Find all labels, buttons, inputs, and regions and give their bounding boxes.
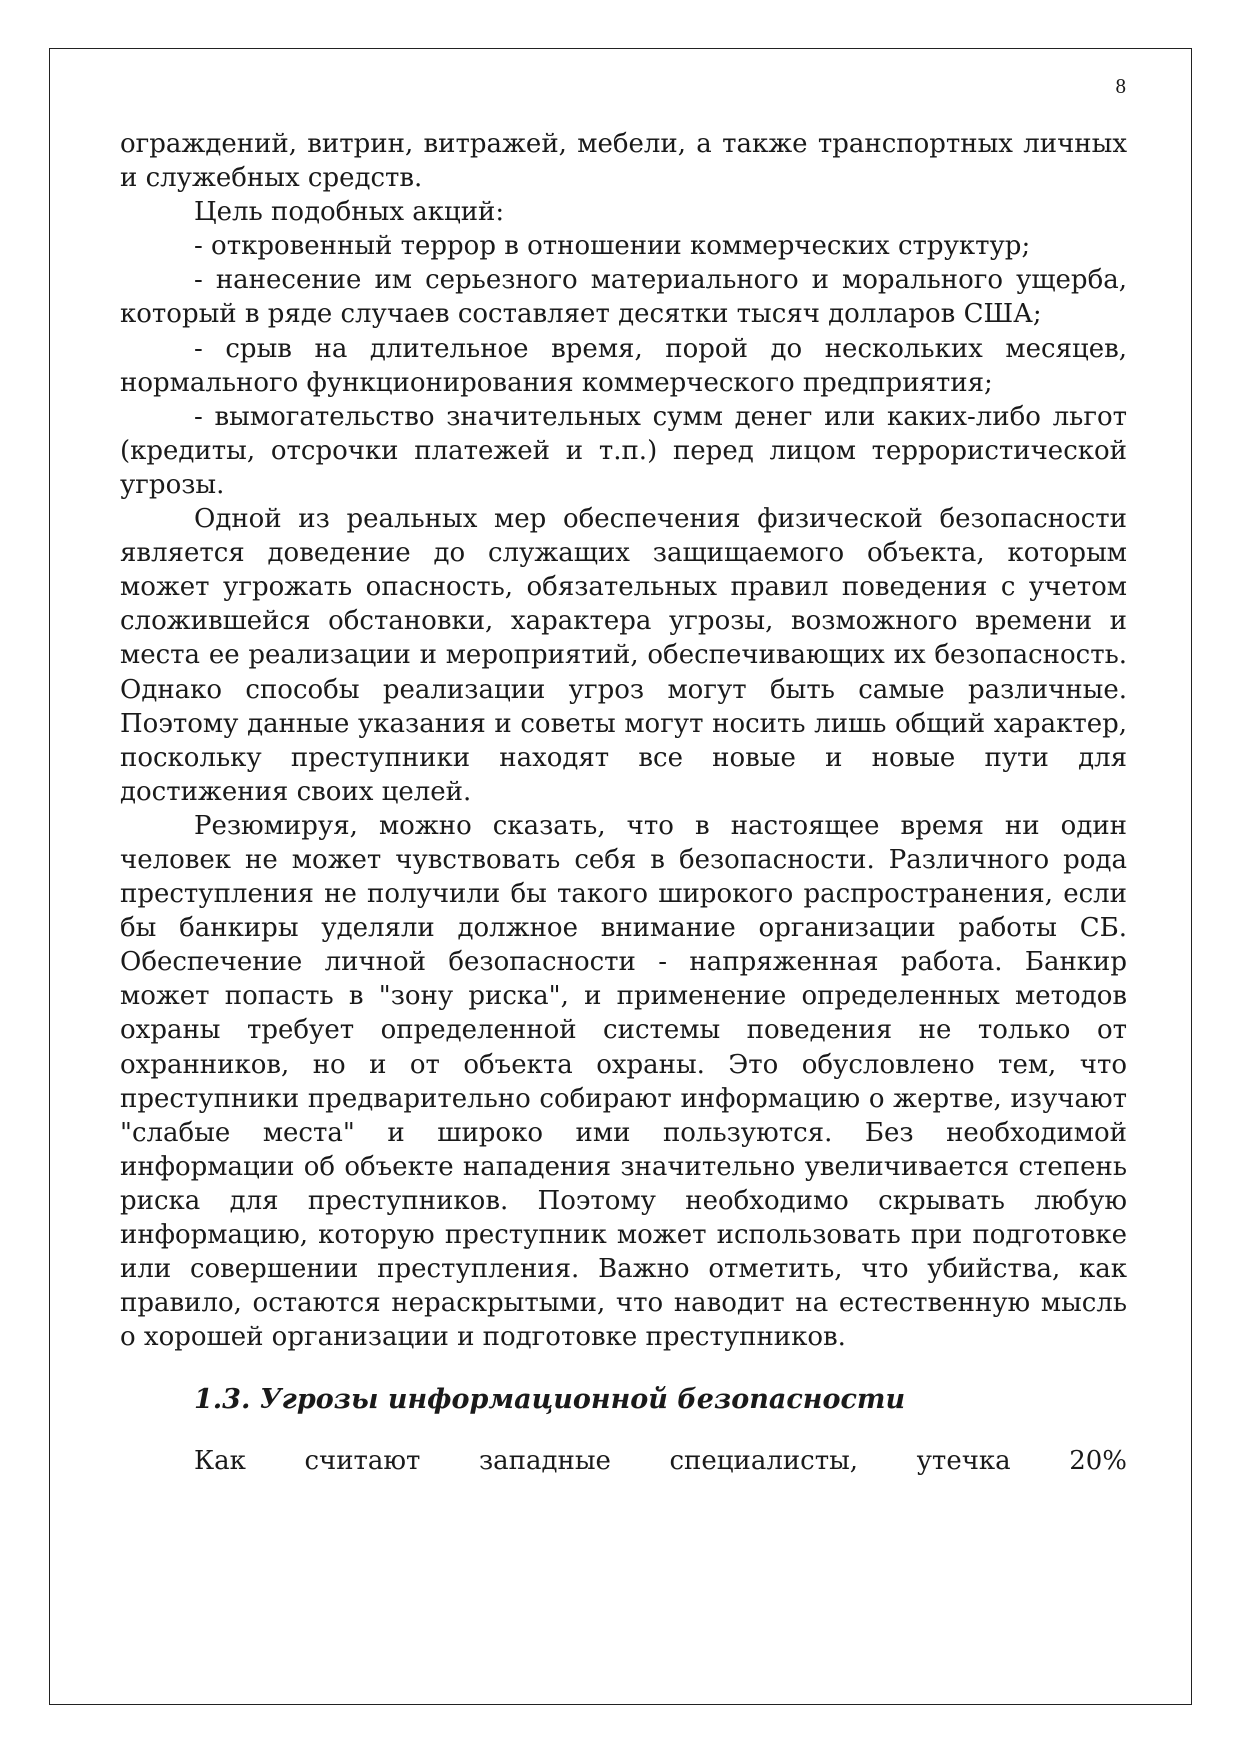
paragraph: Одной из реальных мер обеспечения физической безопасности является доведение до служащих защищаемого объекта, которым может угрожать опасность, обязательных правил поведения с учетом сложившейся обстановки, характера угрозы, возможного времени и места ее реализации и мероприятий, обеспечивающих их безопасность. Однако способы реализации угроз могут быть самые различные. Поэтому данные указания и советы могут носить лишь общий характер, поскольку преступники находят все новые и новые пути для достижения своих целей. [120, 504, 1127, 807]
page-body [120, 127, 1127, 1478]
list-item: - нанесение им серьезного материального и морального ущерба, который в ряде случаев составляет десятки тысяч долларов США; [120, 265, 1127, 330]
section-first-line: Как считают западные специалисты, утечка 20% [194, 1446, 1127, 1477]
paragraph: Цель подобных акций: [194, 197, 505, 228]
list-item: - срыв на длительное время, порой до нескольких месяцев, нормального функционирования коммерческого предприятия; [120, 333, 1127, 398]
paragraph: ограждений, витрин, витражей, мебели, а также транспортных личных и служебных средств. [120, 129, 1127, 194]
page-number: 8 [1115, 74, 1126, 98]
section-heading: 1.3. Угрозы информационной безопасности [194, 1384, 906, 1416]
list-item: - вымогательство значительных сумм денег или каких-либо льгот (кредиты, отсрочки платежей и т.п.) перед лицом террористической угрозы. [120, 401, 1127, 500]
list-item: - откровенный террор в отношении коммерческих структур; [194, 231, 1031, 262]
paragraph: Резюмируя, можно сказать, что в настоящее время ни один человек не может чувствовать себя в безопасности. Различного рода преступления не получили бы такого широкого распространения, если бы банкиры уделяли должное внимание организации работы СБ. Обеспечение личной безопасности - напряженная работа. Банкир может попасть в "зону риска", и применение определенных методов охраны требует определенной системы поведения не только от охранников, но и от объекта охраны. Это обусловлено тем, что преступники предварительно собирают информацию о жертве, изучают "слабые места" и широко ими пользуются. Без необходимой информации об объекте нападения значительно увеличивается степень риска для преступников. Поэтому необходимо скрывать любую информацию, которую преступник может использовать при подготовке или совершении преступления. Важно отметить, что убийства, как правило, остаются нераскрытыми, что наводит на естественную мысль о хорошей организации и подготовке преступников. [120, 810, 1127, 1353]
